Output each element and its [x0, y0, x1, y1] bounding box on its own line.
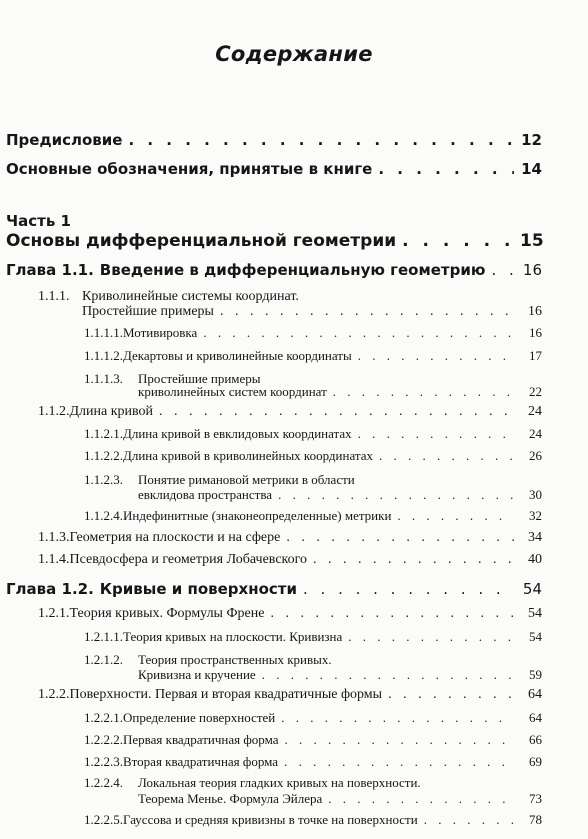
leader-dots [281, 711, 514, 724]
toc-entry-chapter[interactable] [6, 263, 542, 278]
section-number: 1.1.1. [38, 289, 70, 304]
part-title: Основы дифференциальной геометрии [6, 231, 397, 251]
toc-entry-chapter[interactable] [6, 582, 542, 597]
page-number: 66 [529, 732, 542, 747]
page-number: 17 [529, 348, 542, 363]
toc-entry-section[interactable] [38, 607, 542, 621]
leader-dots [397, 509, 514, 522]
page-number: 34 [528, 530, 542, 545]
page-number: 40 [528, 552, 542, 567]
section-number: 1.1.3. [38, 530, 70, 545]
toc-entry-subsection[interactable] [84, 813, 542, 826]
subsection-title: Длина кривой в евклидовых координатах [123, 426, 352, 441]
entry-title: Предисловие [6, 131, 123, 149]
subsection-title-line1[interactable]: Простейшие примеры [138, 371, 261, 386]
leader-dots [378, 162, 514, 177]
page-number: 30 [529, 487, 542, 502]
page-number: 16 [528, 304, 542, 319]
page-title: Содержание [215, 42, 373, 66]
section-title: Теория кривых. Формулы Френе [69, 606, 265, 621]
subsection-title: Первая квадратичная форма [123, 732, 279, 747]
leader-dots [278, 488, 514, 501]
section-title: Длина кривой [69, 404, 154, 419]
subsection-number: 1.2.1.2. [84, 652, 123, 667]
toc-entry-subsection[interactable] [84, 509, 542, 522]
chapter-title: Введение в дифференциальную геометрию [99, 261, 486, 279]
subsection-number: 1.1.1.2. [84, 348, 123, 363]
section-title-line1[interactable]: Криволинейные системы координат. [82, 289, 299, 304]
page-number: 24 [528, 404, 542, 419]
page-number: 32 [529, 508, 542, 523]
subsection-title: Длина кривой в криволинейных координатах [123, 448, 373, 463]
leader-dots [358, 349, 514, 362]
section-number: 1.2.1. [38, 606, 70, 621]
page-number: 16 [529, 325, 542, 340]
subsection-title-line2: евклидова пространства [138, 487, 273, 502]
subsection-title-line1[interactable]: Теория пространственных кривых. [138, 652, 332, 667]
subsection-title: Декартовы и криволинейные координаты [123, 348, 352, 363]
leader-dots [128, 133, 514, 148]
section-title-line2: Простейшие примеры [82, 304, 214, 319]
subsection-title: Вторая квадратичная форма [123, 754, 279, 769]
chapter-number: Глава 1.2. [6, 580, 94, 598]
toc-entry-notation[interactable] [6, 162, 542, 177]
toc-entry-subsection[interactable] [84, 449, 542, 462]
section-title: Поверхности. Первая и вторая квадратичные формы [69, 687, 383, 702]
page-number: 78 [529, 812, 542, 827]
leader-dots [220, 305, 514, 319]
page-number: 26 [529, 448, 542, 463]
page-number: 59 [529, 667, 542, 682]
page-number: 64 [528, 687, 542, 702]
page-number: 24 [529, 426, 542, 441]
page-number: 54 [522, 580, 542, 598]
section-title: Геометрия на плоскости и на сфере [69, 530, 281, 545]
toc-entry-section[interactable] [82, 305, 542, 319]
toc-entry-subsection[interactable] [84, 711, 542, 724]
leader-dots [491, 263, 514, 278]
subsection-number: 1.1.2.3. [84, 472, 123, 487]
leader-dots [348, 630, 514, 643]
subsection-title-line1[interactable]: Локальная теория гладких кривых на поверхности. [138, 775, 421, 790]
page-number: 54 [528, 606, 542, 621]
subsection-number: 1.2.1.1. [84, 629, 123, 644]
leader-dots [333, 385, 514, 398]
subsection-number: 1.1.2.4. [84, 508, 123, 523]
leader-dots [328, 792, 514, 805]
toc-entry-section[interactable] [38, 531, 542, 545]
section-title: Псевдосфера и геометрия Лобачевского [69, 552, 308, 567]
leader-dots [203, 326, 514, 339]
page-number: 54 [529, 629, 542, 644]
toc-entry-subsection[interactable] [138, 488, 542, 501]
toc-entry-section[interactable] [38, 553, 542, 567]
subsection-number: 1.1.1.1. [84, 325, 123, 340]
chapter-title: Кривые и поверхности [99, 580, 297, 598]
subsection-title-line2: Теорема Менье. Формула Эйлера [138, 791, 323, 806]
section-number: 1.2.2. [38, 687, 70, 702]
page-number: 22 [529, 384, 542, 399]
leader-dots [159, 405, 514, 419]
page-number: 15 [520, 231, 544, 251]
subsection-number: 1.1.1.3. [84, 371, 123, 386]
leader-dots [424, 813, 514, 826]
toc-entry-preface[interactable] [6, 133, 542, 148]
section-number: 1.1.2. [38, 404, 70, 419]
part-label: Часть 1 [6, 212, 71, 230]
subsection-title-line1[interactable]: Понятие римановой метрики в области [138, 472, 355, 487]
toc-entry-subsection[interactable] [138, 668, 542, 681]
toc-entry-subsection[interactable] [138, 792, 542, 805]
page-number: 12 [521, 131, 542, 149]
subsection-title: Определение поверхностей [123, 710, 276, 725]
subsection-number: 1.1.2.1. [84, 426, 123, 441]
leader-dots [379, 449, 514, 462]
toc-entry-subsection[interactable] [84, 630, 542, 643]
subsection-title: Теория кривых на плоскости. Кривизна [123, 629, 343, 644]
toc-entry-section[interactable] [38, 688, 542, 702]
toc-entry-subsection[interactable] [138, 385, 542, 398]
leader-dots [358, 427, 514, 440]
leader-dots [313, 553, 514, 567]
section-number: 1.1.4. [38, 552, 70, 567]
toc-entry-subsection[interactable] [84, 427, 542, 440]
leader-dots [303, 582, 514, 597]
subsection-number: 1.2.2.2. [84, 732, 123, 747]
leader-dots [388, 688, 514, 702]
page-number: 14 [521, 160, 542, 178]
subsection-title: Мотивировка [123, 325, 198, 340]
subsection-number: 1.2.2.5. [84, 812, 123, 827]
subsection-title: Индефинитные (знаконеопределенные) метрики [123, 508, 392, 523]
toc-entry-subsection[interactable] [84, 326, 542, 339]
subsection-number: 1.1.2.2. [84, 448, 123, 463]
subsection-number: 1.2.2.4. [84, 775, 123, 790]
leader-dots [262, 668, 514, 681]
chapter-number: Глава 1.1. [6, 261, 94, 279]
page-number: 64 [529, 710, 542, 725]
page-number: 16 [522, 261, 542, 279]
toc-entry-subsection[interactable] [84, 349, 542, 362]
toc-entry-subsection[interactable] [84, 733, 542, 746]
subsection-title: Гауссова и средняя кривизны в точке на поверхности [123, 812, 418, 827]
leader-dots [270, 607, 514, 621]
toc-entry-section[interactable] [38, 405, 542, 419]
toc-entry-part-1[interactable] [6, 233, 542, 250]
leader-dots [402, 233, 514, 250]
subsection-number: 1.2.2.1. [84, 710, 123, 725]
entry-title: Основные обозначения, принятые в книге [6, 160, 373, 178]
leader-dots [286, 531, 514, 545]
subsection-title-line2: криволинейных систем координат [138, 384, 327, 399]
subsection-number: 1.2.2.3. [84, 754, 123, 769]
page-number: 73 [529, 791, 542, 806]
leader-dots [285, 733, 515, 746]
toc-entry-subsection[interactable] [84, 755, 542, 768]
leader-dots [284, 755, 514, 768]
page-number: 69 [529, 754, 542, 769]
subsection-title-line2: Кривизна и кручение [138, 667, 256, 682]
